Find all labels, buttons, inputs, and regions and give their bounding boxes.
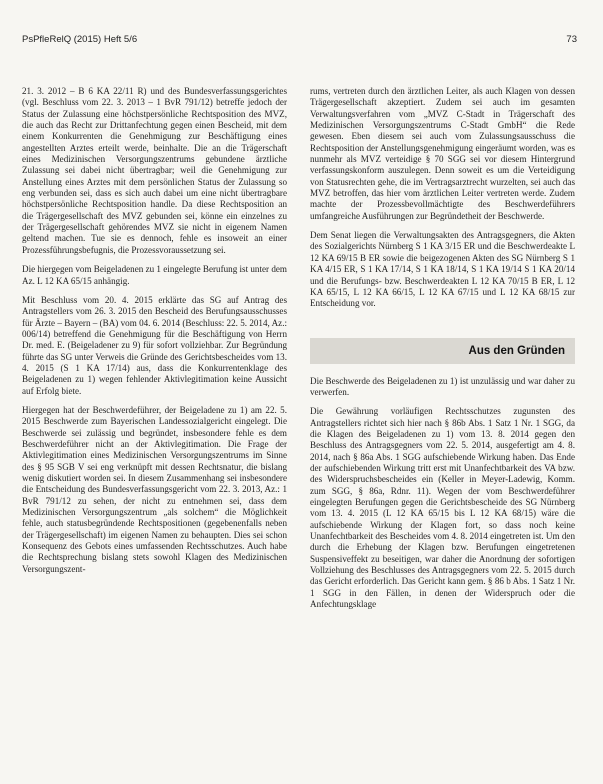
paragraph: rums, vertreten durch den ärztlichen Leiter, als auch Klagen von dessen Trägergesellschaft akzeptiert. Zudem sei auch im gesamten Verwaltungsverfahren vom „MVZ C-Stadt in Trägerschaft des Medizinischen Versorgungszentrums C-Stadt GmbH“ die Rede gewesen. Eben diesem sei auch vom Zulassungsausschuss die Rechtsposition der Anstellungsgenehmigung eingeräumt worden, was es nunmehr als MVZ verteidige § 70 SGG sei vor diesem Hintergrund verfassungskonform auszulegen. Denn soweit es um die Verteidigung von Statusrechten gehe, die im Vertragsarztrecht wurzelten, sei auch das MVZ betroffen, das hier vom ärztlichen Leiter vertreten werde. Zudem machte der Prozessbevollmächtigte des Beschwerdeführers umfangreiche Ausführungen zur Begründetheit der Beschwerde.	[310, 86, 575, 221]
left-column	[22, 86, 287, 776]
section-heading: Aus den Gründen	[310, 338, 575, 364]
right-column	[310, 86, 575, 776]
paragraph: Die hiergegen vom Beigeladenen zu 1 eingelegte Berufung ist unter dem Az. L 12 KA 65/15 anhängig.	[22, 264, 287, 286]
page-header	[22, 34, 581, 48]
page-number: 73	[566, 34, 577, 45]
paragraph: Die Beschwerde des Beigeladenen zu 1) ist unzulässig und war daher zu verwerfen.	[310, 375, 575, 397]
paragraph: Die Gewährung vorläufigen Rechtsschutzes zugunsten des Antragstellers richtet sich hier nach § 86b Abs. 1 Satz 1 Nr. 1 SGG, da die Klagen des Beigeladenen zu 1) vom 13. 8. 2014 gegen den Beschluss des Antragsgegners vom 22. 5. 2014, ausgefertigt am 4. 8. 2014, nach § 86a Abs. 1 SGG aufschiebende Wirkung haben. Das Ende der aufschiebenden Wirkung tritt erst mit Unanfechtbarkeit des VA bzw. des Widerspruchsbescheides ein (Keller in Meyer-Ladewig, Komm. zum SGG, § 86a, Rdnr. 11). Wegen der vom Beschwerdeführer eingelegten Berufungen gegen die Gerichtsbescheide des SG Nürnberg vom 13. 4. 2015 (L 12 KA 65/15 bis L 12 KA 68/15) wäre die aufschiebende Wirkung der Klagen fort, so dass noch keine Unanfechtbarkeit des Bescheides vom 4. 8. 2014 eingetreten ist. Um den durch die Erhebung der Klagen bzw. Berufungen eingetretenen Suspensiveffekt zu beseitigen, war daher die Anordnung der sofortigen Vollziehung des Beschlusses des Antragsgegners vom 22. 5. 2015 durch das Gericht erforderlich. Das Gericht kann gem. § 86 b Abs. 1 Satz 1 Nr. 1 SGG in den Fällen, in denen der Widerspruch oder die Anfechtungsklage	[310, 406, 575, 610]
journal-title: PsPfleRelQ (2015) Heft 5/6	[22, 34, 138, 45]
paragraph: Mit Beschluss vom 20. 4. 2015 erklärte das SG auf Antrag des Antragstellers vom 26. 3. 2015 den Bescheid des Berufungsausschusses für Ärzte – Bayern – (BA) vom 04. 6. 2014 (Beschluss: 22. 5. 2014, Az.: 006/14) betreffend die Genehmigung für die Beschäftigung von Herrn Dr. med. E. (Beigeladener zu 9) für sofort vollziehbar. Zur Begründung führte das SG unter Verweis die Gründe des Gerichtsbescheides vom 13. 4. 2015 (S 1 KA 17/14) aus, dass die Konkurrentenklage des Beigeladenen zu 1) wegen fehlender Aktivlegitimation keine Aussicht auf Erfolg biete.	[22, 294, 287, 396]
paragraph: Dem Senat liegen die Verwaltungsakten des Antragsgegners, die Akten des Sozialgerichts Nürnberg S 1 KA 3/15 ER und die Beschwerdeakte L 12 KA 69/15 B ER sowie die beigezogenen Akten des SG Nürnberg S 1 KA 4/15 ER, S 1 KA 17/14, S 1 KA 18/14, S 1 KA 19/14 S 1 KA 20/14 und die Berufungs- bzw. Beschwerdeakten L 12 KA 70/15 B ER, L 12 KA 65/15, L 12 KA 66/15, L 12 KA 67/15 und L 12 KA 68/15 zur Entscheidung vor.	[310, 230, 575, 309]
paragraph: 21. 3. 2012 – B 6 KA 22/11 R) und des Bundesverfassungsgerichtes (vgl. Beschluss vom 22. 3. 2013 – 1 BvR 791/12) betreffe jedoch der Status der Zulassung eine höchstpersönliche Rechtsposition des MVZ, die auch das Recht zur Drittanfechtung gegen einen Bescheid, mit dem einem Konkurrenten die Genehmigung zur Beschäftigung eines angestellten Arztes erteilt werde, beinhalte. Die an die Trägerschaft eines Medizinischen Versorgungszentrums gebundene ärztliche Zulassung sei dabei nicht übertragbar; weil die Genehmigung zur Anstellung eines Arztes mit dem persönlichen Status der Zulassung so eng verbunden sei, dass es sich auch dabei um eine nicht übertragbare höchstpersönliche Rechtsposition handle. Da diese Rechtsposition an die Trägergesellschaft des MVZ gebunden sei, könne ein einzelnes zu der Trägergesellschaft gehörendes MVZ sie nicht in eigenem Namen geltend machen. Tue sie es dennoch, fehle es insoweit an einer Prozessführungsbefugnis, die Prozessvoraussetzung sei.	[22, 86, 287, 255]
paragraph: Hiergegen hat der Beschwerdeführer, der Beigeladene zu 1) am 22. 5. 2015 Beschwerde zum Bayerischen Landessozialgericht eingelegt. Die Beschwerde sei zulässig und begründet, insbesondere fehle es dem Beschwerdeführer nicht an der Aktivlegitimation. Die Frage der Aktivlegitimation eines Medizinischen Versorgungszentrums im Sinne des § 95 SGB V sei eng verknüpft mit dessen Rechtsnatur, die bislang wenig diskutiert worden sei. In diesem Zusammenhang sei insbesondere die Entscheidung des Bundesverfassungsgericht vom 22. 3. 2013, Az.: 1 BvR 791/12 zu sehen, der nicht zu entnehmen sei, dass dem Medizinischen Versorgungszentrum „als solchem“ die Möglichkeit fehle, auch statusbegründende Rechtspositionen (gegebenenfalls neben der Trägergesellschaft) im eigenen Namen zu behaupten. Dies sei schon Konsequenz des Gebots eines umfassenden Rechtsschutzes. Auch habe die Rechtsprechung bislang stets sowohl Klagen des Medizinischen Versorgungszent-	[22, 404, 287, 574]
